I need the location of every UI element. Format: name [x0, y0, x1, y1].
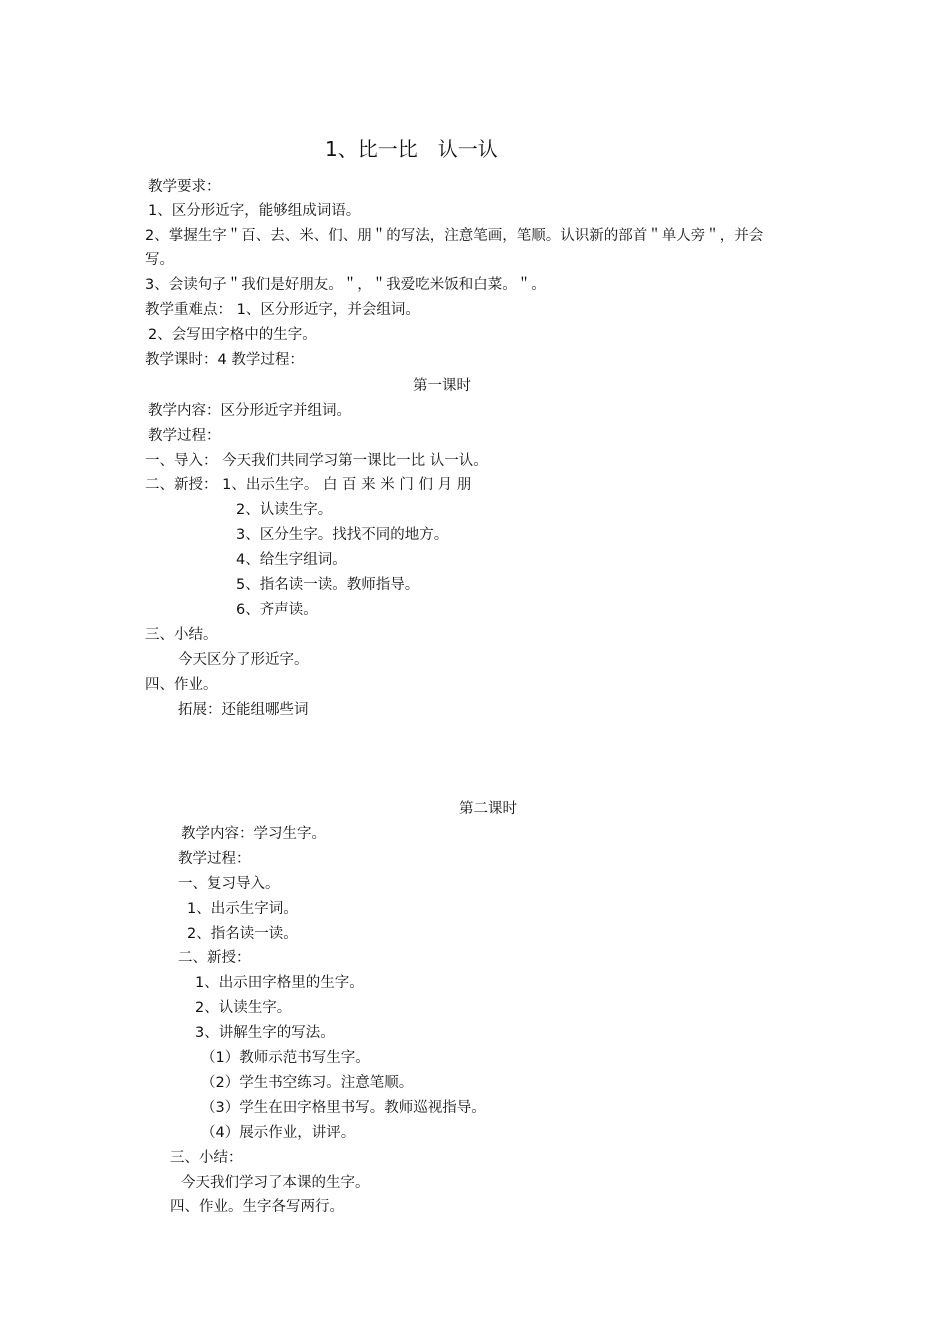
lesson1-process: 教学过程：	[148, 428, 221, 444]
requirement-item: 3、会读句子＂我们是好朋友。＂，＂我爱吃米饭和白菜。＂。	[145, 277, 546, 293]
lesson1-step: 3、区分生字。找找不同的地方。	[236, 527, 449, 543]
lesson1-new-teach: 二、新授： 1、出示生字。 白 百 来 米 门 们 月 朋	[145, 477, 472, 493]
lesson2-process: 教学过程：	[178, 851, 251, 867]
lesson2-sub-item: （2）学生书空练习。注意笔顺。	[201, 1075, 414, 1091]
periods-line: 教学课时：4 教学过程：	[145, 352, 304, 368]
lesson2-content: 教学内容：学习生字。	[181, 826, 326, 842]
lesson2-new-item: 3、讲解生字的写法。	[195, 1025, 335, 1041]
requirement-item: 写。	[145, 252, 174, 268]
lesson1-intro: 一、导入： 今天我们共同学习第一课比一比 认一认。	[145, 453, 488, 469]
lesson1-step: 2、认读生字。	[236, 502, 333, 518]
lesson1-summary-heading: 三、小结。	[145, 627, 218, 643]
lesson2-new-item: 2、认读生字。	[195, 1000, 292, 1016]
lesson2-review-item: 1、出示生字词。	[187, 901, 298, 917]
lesson2-sub-item: （1）教师示范书写生字。	[201, 1050, 370, 1066]
lesson2-summary-heading: 三、小结：	[170, 1150, 243, 1166]
lesson2-new-heading: 二、新授：	[178, 950, 251, 966]
lesson2-homework: 四、作业。生字各写两行。	[170, 1199, 344, 1215]
lesson1-homework-text: 拓展：还能组哪些词	[178, 702, 309, 718]
lesson2-review-item: 2、指名读一读。	[187, 926, 298, 942]
lesson1-step: 5、指名读一读。教师指导。	[236, 577, 420, 593]
lesson1-step: 6、齐声读。	[236, 602, 318, 618]
lesson2-heading: 第二课时	[459, 801, 517, 817]
lesson2-sub-item: （3）学生在田字格里书写。教师巡视指导。	[201, 1100, 486, 1116]
lesson1-step: 4、给生字组词。	[236, 552, 347, 568]
requirements-heading: 教学要求：	[148, 179, 221, 195]
lesson2-review-heading: 一、复习导入。	[178, 876, 280, 892]
lesson2-summary-text: 今天我们学习了本课的生字。	[181, 1175, 370, 1191]
document-title: 1、比一比 认一认	[325, 137, 498, 161]
key-points-line: 教学重难点： 1、区分形近字，并会组词。	[145, 302, 420, 318]
lesson1-content: 教学内容：区分形近字并组词。	[148, 403, 351, 419]
lesson1-heading: 第一课时	[413, 378, 471, 394]
lesson1-homework-heading: 四、作业。	[145, 677, 218, 693]
requirement-item: 1、区分形近字，能够组成词语。	[148, 203, 361, 219]
requirement-item: 2、掌握生字＂百、去、米、们、朋＂的写法，注意笔画，笔顺。认识新的部首＂单人旁＂，并会	[145, 228, 764, 244]
lesson2-new-item: 1、出示田字格里的生字。	[195, 975, 364, 991]
lesson2-sub-item: （4）展示作业，讲评。	[201, 1125, 356, 1141]
lesson1-summary-text: 今天区分了形近字。	[178, 652, 309, 668]
key-points-line: 2、会写田字格中的生字。	[148, 327, 317, 343]
